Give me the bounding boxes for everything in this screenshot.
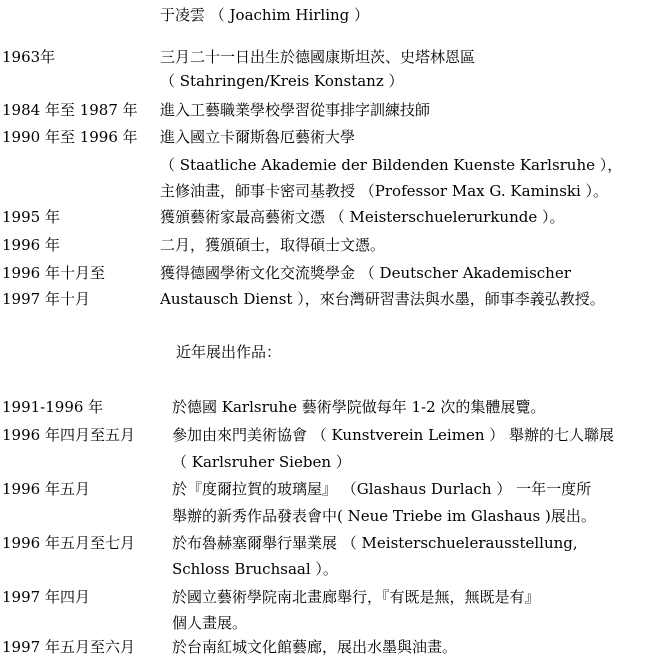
biography-date: 1997 年十月 (2, 290, 90, 308)
biography-date: 1995 年 (2, 208, 60, 226)
exhibition-text: 舉辦的新秀作品發表會中( Neue Triebe im Glashaus )展出。 (172, 507, 596, 525)
exhibitions-heading: 近年展出作品： (176, 343, 282, 361)
exhibition-date: 1991-1996 年 (2, 398, 104, 416)
biography-text: 獲得德國學術文化交流獎學金 （ Deutscher Akademischer (160, 264, 571, 282)
biography-date: 1984 年至 1987 年 (2, 101, 138, 119)
biography-text: 進入工藝職業學校學習從事排字訓練技師 (160, 101, 431, 119)
exhibition-text: 於國立藝術學院南北畫廊舉行，『有既是無，無既是有』 (172, 588, 540, 606)
biography-date: 1996 年十月至 (2, 264, 105, 282)
document-title: 于凌雲 （ Joachim Hirling ） (160, 6, 370, 24)
biography-text: （ Stahringen/Kreis Konstanz ） (160, 72, 404, 90)
biography-text: 獲頒藝術家最高藝術文憑 （ Meisterschuelerurkunde ）。 (160, 208, 565, 226)
biography-text: （ Staatliche Akademie der Bildenden Kuenste Karlsruhe ）， (160, 156, 623, 174)
exhibition-text: 於『度爾拉賀的玻璃屋』 （Glashaus Durlach ） 一年一度所 (172, 480, 592, 498)
exhibition-text: （ Karlsruher Sieben ） (172, 453, 351, 471)
exhibition-text: 個人畫展。 (172, 614, 248, 632)
biography-text: 三月二十一日出生於德國康斯坦茨、史塔林恩區 (160, 48, 476, 66)
exhibition-text: 於德國 Karlsruhe 藝術學院做每年 1-2 次的集體展覽。 (172, 398, 546, 416)
exhibition-text: 參加由來門美術協會 （ Kunstverein Leimen ） 舉辦的七人聯展 (172, 426, 615, 444)
biography-date: 1990 年至 1996 年 (2, 128, 138, 146)
exhibition-date: 1997 年四月 (2, 588, 90, 606)
exhibition-text: 於台南紅城文化館藝廊，展出水墨與油畫。 (172, 638, 458, 656)
biography-date: 1996 年 (2, 236, 60, 254)
exhibition-date: 1996 年五月至七月 (2, 534, 135, 552)
exhibition-date: 1996 年四月至五月 (2, 426, 135, 444)
exhibition-date: 1996 年五月 (2, 480, 90, 498)
biography-date: 1963年 (2, 48, 56, 66)
exhibition-text: 於布魯赫塞爾舉行畢業展 （ Meisterschuelerausstellung, (172, 534, 578, 552)
biography-text: 進入國立卡爾斯魯厄藝術大學 (160, 128, 356, 146)
biography-text: Austausch Dienst ），來台灣研習書法與水墨，師事李義弘教授。 (160, 290, 605, 308)
exhibition-text: Schloss Bruchsaal ）。 (172, 560, 338, 578)
biography-text: 主修油畫，師事卡密司基教授 （Professor Max G. Kaminski ）。 (160, 182, 609, 200)
biography-text: 二月，獲頒碩士，取得碩士文憑。 (160, 236, 386, 254)
exhibition-date: 1997 年五月至六月 (2, 638, 135, 656)
